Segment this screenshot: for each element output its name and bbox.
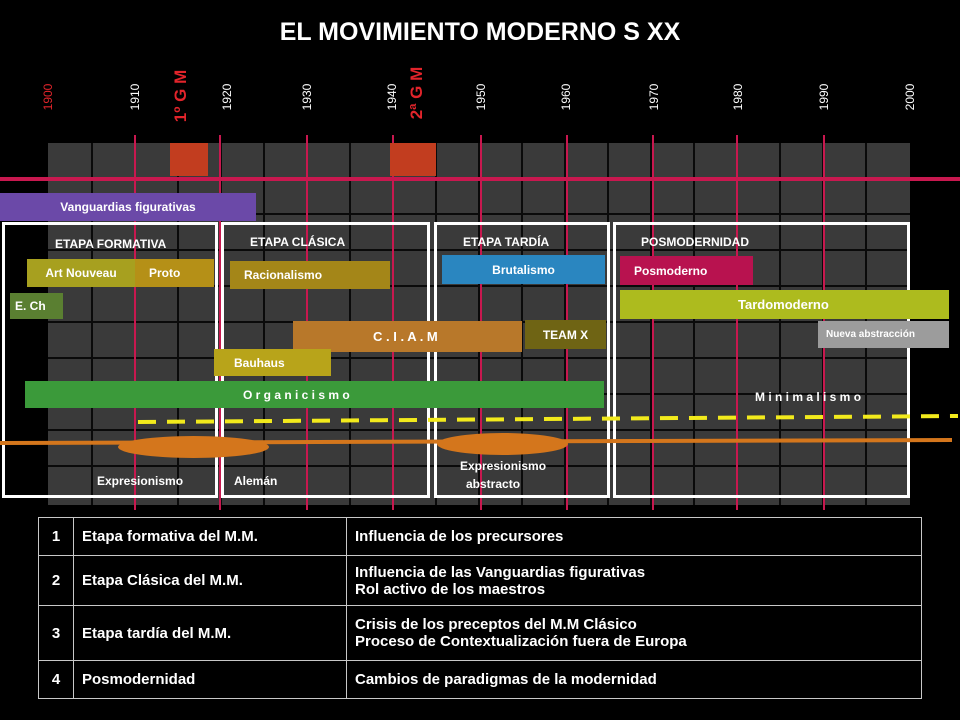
table-row xyxy=(39,606,922,661)
table-cell-stage: Etapa formativa del M.M. xyxy=(74,518,347,556)
label-aleman: Alemán xyxy=(234,474,278,488)
label-expresionismo: Expresionismo xyxy=(97,474,184,488)
war-period-second xyxy=(390,143,436,176)
table-row xyxy=(39,556,922,606)
bar-vanguardias: Vanguardias figurativas xyxy=(0,193,256,221)
bar-nueva-abstraccion: Nueva abstracción xyxy=(818,321,949,348)
table-cell-num: 4 xyxy=(39,661,74,699)
bar-ciam: C . I . A . M xyxy=(293,321,522,352)
war-period-first xyxy=(170,143,208,176)
year-label-1960: 1960 xyxy=(559,83,573,111)
bar-proto: Proto xyxy=(135,259,214,287)
stage-label-tardia: ETAPA TARDÍA xyxy=(463,235,550,249)
year-label-1950: 1950 xyxy=(474,83,488,111)
bar-e-ch: E. Ch xyxy=(10,293,63,319)
table-cell-num: 2 xyxy=(39,556,74,606)
table-cell-desc: Influencia de las Vanguardias figurativas Rol activo de los maestros xyxy=(347,556,922,606)
table-cell-desc: Cambios de paradigmas de la modernidad xyxy=(347,661,922,699)
year-label-1930: 1930 xyxy=(300,83,314,111)
label-expresionismo-abstracto-2: abstracto xyxy=(466,477,521,491)
page-title: EL MOVIMIENTO MODERNO S XX xyxy=(279,18,681,46)
bar-brutalismo: Brutalismo xyxy=(442,255,605,284)
minimalismo-dashed-line xyxy=(0,410,960,430)
table-cell-desc: Influencia de los precursores xyxy=(347,518,922,556)
bar-organicismo: O r g a n i c i s m o xyxy=(25,381,604,408)
year-label-1920: 1920 xyxy=(220,83,234,111)
table-cell-stage: Etapa tardía del M.M. xyxy=(74,606,347,661)
year-label-1940: 1940 xyxy=(385,83,399,111)
year-label-1910: 1910 xyxy=(128,83,142,111)
table-row xyxy=(39,661,922,699)
table-cell-num: 1 xyxy=(39,518,74,556)
stage-label-clasica: ETAPA CLÁSICA xyxy=(250,235,346,249)
bar-posmoderno: Posmoderno xyxy=(620,256,753,285)
table-row xyxy=(39,518,922,556)
stage-label-formativa: ETAPA FORMATIVA xyxy=(55,237,167,251)
label-expresionismo-abstracto-1: Expresionismo xyxy=(460,459,547,473)
stages-table xyxy=(38,517,922,699)
label-minimalismo: M i n i m a l i s m o xyxy=(755,390,862,404)
year-label-1980: 1980 xyxy=(731,83,745,111)
table-cell-stage: Etapa Clásica del M.M. xyxy=(74,556,347,606)
axis-red-line xyxy=(0,177,960,181)
year-label-2000: 2000 xyxy=(903,83,917,111)
year-label-1990: 1990 xyxy=(817,83,831,111)
bar-art-nouveau: Art Nouveau xyxy=(27,259,135,287)
expresionismo-abstracto-ellipse xyxy=(437,433,568,455)
bar-racionalismo: Racionalismo xyxy=(230,261,390,289)
bar-tardomoderno: Tardomoderno xyxy=(620,290,949,319)
table-cell-desc: Crisis de los preceptos del M.M Clásico Proceso de Contextualización fuera de Europa xyxy=(347,606,922,661)
year-label-1900: 1900 xyxy=(41,83,55,111)
stage-label-posmodernidad: POSMODERNIDAD xyxy=(641,235,750,249)
table-cell-stage: Posmodernidad xyxy=(74,661,347,699)
war-label-first: 1º G M xyxy=(171,69,190,123)
expresionismo-aleman-ellipse xyxy=(118,436,269,458)
table-cell-num: 3 xyxy=(39,606,74,661)
bar-team-x: TEAM X xyxy=(525,320,606,349)
war-label-second: 2ª G M xyxy=(407,66,426,120)
bar-bauhaus: Bauhaus xyxy=(214,349,331,376)
year-label-1970: 1970 xyxy=(647,83,661,111)
